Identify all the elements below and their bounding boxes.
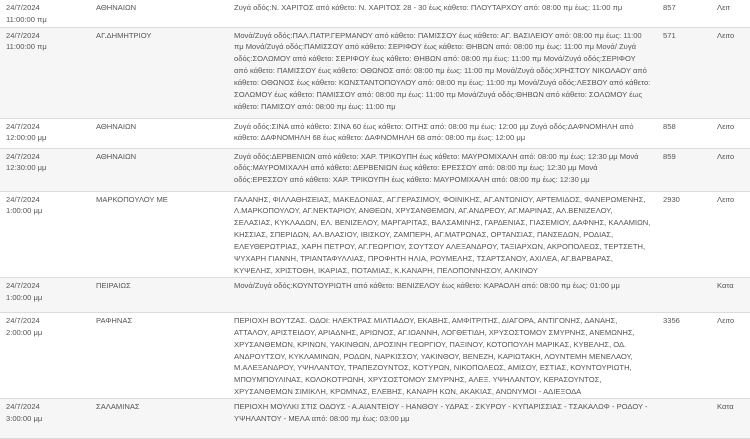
cell-outage-number [657,277,717,312]
cell-municipality: ΑΓ.ΔΗΜΗΤΡΙΟΥ [96,30,152,40]
cell-municipality: ΠΕΙΡΑΙΩΣ [96,280,131,290]
cell-datetime [0,0,90,27]
cell-outage-type: Λειτο [717,315,735,325]
cell-outage-number: 859 [663,151,676,161]
outage-date: 24/7/2024 [6,315,40,325]
cell-affected-streets: Μονά/Ζυγά οδός:ΚΟΥΝΤΟΥΡΙΩΤΗ από κάθετο: ΒΕΝΙΖΕΛΟΥ έως κάθετο: ΚΑΡΑΟΛΗ από: 08:00 πμ έως: 01:00 μμ [234,280,620,290]
cell-affected-streets: ΠΕΡΙΟΧΗ ΒΟΥΤΖΑΣ. ΟΔΟΙ: ΗΛΕΚΤΡΑΣ ΜΙΛΤΙΑΔΟΥ, ΕΚΑΒΗΣ, ΑΜΦΙΤΡΙΤΗΣ, ΔΙΑΓΟΡΑ, ΑΝΤΙΓΟΝΗΣ, ΔΑΝΑΗΣ, ΑΤΤΑΛΟΥ, ΑΡΙΣΤΕΙΔΟΥ, ΑΡΙΑΔΝΗΣ, ΑΡΙΩΝΟΣ, ΑΓ.ΙΩΑΝΝΗ, ΛΟΓΘΕΤΙΔΗ, ΧΡΥΣΟΣΤΟΜΟΥ ΣΜΥΡΝΗΣ, ΑΝΕΜΩΝΗΣ, ΧΡΥΣΑΝΘΕΜΩΝ, ΚΡΙΝΩΝ, ΥΑΚΙΝΘΩΝ, ΔΡΟΣΙΝΗ ΓΕΩΡΓΙΟΥ, ΠΑΞΙΝΟΥ, ΚΟΤΟΠΟΥΛΗ ΜΑΡΙΚΑΣ, ΚΥΒΕΛΗΣ, ΟΔ. ΑΝΔΡΟΥΤΣΟΥ, ΚΥΚΛΑΜΙΝΩΝ, ΡΟΔΩΝ, ΝΑΡΚΙΣΣΟΥ, ΥΑΚΙΝΘΟΥ, ΒΕΝΕΖΗ, ΚΑΡΙΩΤΑΚΗ, ΛΟΥΝΤΕΜΗ ΜΕΝΕΛΑΟΥ, Μ.ΑΛΕΞΑΝΔΡΟΥ, ΥΨΗΛΑΝΤΟΥ, ΤΡΑΠΕΖΟΥΝΤΟΣ, ΚΟΤΥΡΩΝ, ΝΙΚΟΠΟΛΕΩΣ, ΑΜΙΣΟΥ, ΕΣΤΙΑΣ, ΚΟΥΝΤΟΥΡΙΩΤΗ, ΜΠΟΥΜΠΟΥΛΙΝΑΣ, ΚΟΛΟΚΟΤΡΩΝΗ, ΧΡΥΣΟΣΤΟΜΟΥ ΣΜΥΡΝΗΣ, ΑΛΕΞ. ΥΨΗΛΑΝΤΟΥ, ΚΕΡΑΣΟΥΝΤΟΣ, ΧΡΥΣΑΝΘΕΜΩΝ ΣΙΜΙΚΛΗ, ΚΡΩΜΝΑΣ, ΕΛΕΒΗΣ, ΚΑΝΑΡΗ ΚΩΝ, ΑΚΑΚΙΑΣ, ΑΝΩΝΥΜΟΙ - ΑΔΙΕΞΟΔΑ [234,315,635,397]
cell-municipality: ΑΘΗΝΑΙΩΝ [96,121,137,131]
outage-date: 24/7/2024 [6,3,40,12]
cell-outage-number: 3356 [663,315,680,325]
cell-outage-number: 857 [663,3,676,12]
table-row [0,399,750,439]
cell-affected-streets: Ζυγά οδός:ΔΕΡΒΕΝΙΩΝ από κάθετο: ΧΑΡ. ΤΡΙΚΟΥΠΗ έως κάθετο: ΜΑΥΡΟΜΙΧΑΛΗ από: 08:00 πμ έως: 12:30 μμ Μονά οδός:ΜΑΥΡΟΜΙΧΑΛΗ από κάθετο: ΔΕΡΒΕΝΙΩΝ έως κάθετο: ΕΡΕΣΣΟΥ από: 08:00 πμ έως: 12:30 μμ Μονά οδός:ΕΡΕΣΣΟΥ από κάθετο: ΧΑΡ. ΤΡΙΚΟΥΠΗ έως κάθετο: ΜΑΥΡΟΜΙΧΑΛΗ από: 08:00 πμ έως: 12:30 μμ [234,151,639,185]
outage-date: 24/7/2024 [6,151,40,161]
table-row [0,312,750,398]
cell-outage-type: Λειτ [717,3,731,12]
cell-datetime [0,399,90,439]
outage-time: 11:00:00 πμ [6,42,47,52]
cell-outage-type: Λειτο [717,121,735,131]
table-row [0,191,750,277]
cell-municipality: ΜΑΡΚΟΠΟΥΛΟΥ ΜΕ [96,194,168,204]
table-row [0,118,750,148]
outage-date: 24/7/2024 [6,280,40,290]
outage-time: 1:00:00 μμ [6,292,43,302]
table-row [0,277,750,312]
outage-time: 12:30:00 μμ [6,163,47,173]
cell-municipality: ΑΘΗΝΑΙΩΝ [96,151,137,161]
cell-affected-streets: Ζυγά οδός:Ν. ΧΑΡΙΤΟΣ από κάθετο: Ν. ΧΑΡΙΤΟΣ 28 - 30 έως κάθετο: ΠΛΟΥΤΑΡΧΟΥ από: 08:00 πμ έως: 11:00 πμ [234,3,623,12]
outage-date: 24/7/2024 [6,121,40,131]
cell-outage-type: Κατα [717,402,734,412]
cell-outage-number [657,399,717,439]
cell-outage-number: 571 [663,30,676,40]
cell-outage-type: Λειτο [717,30,735,40]
cell-outage-type: Κατα [717,280,734,290]
outage-date: 24/7/2024 [6,194,40,204]
outage-time: 1:00:00 μμ [6,206,43,216]
cell-municipality: ΡΑΦΗΝΑΣ [96,315,133,325]
cell-outage-number: 858 [663,121,676,131]
cell-affected-streets: Μονά/Ζυγά οδός:ΠΑΛ.ΠΑΤΡ.ΓΕΡΜΑΝΟΥ από κάθετο: ΠΑΜΙΣΣΟΥ έως κάθετο: ΑΓ. ΒΑΣΙΛΕΙΟΥ από: 08:00 πμ έως: 11:00 πμ Μονά/Ζυγά οδός:ΠΑΜΙΣΣΟΥ από κάθετο: ΣΕΡΙΦΟΥ έως κάθετο: ΘΗΒΩΝ από: 08:00 πμ έως: 11:00 πμ Μονά/ Ζυγά οδός:ΣΟΛΩΜΟΥ από κάθετο: ΣΕΡΙΦΟΥ έως κάθετο: ΘΗΒΩΝ από: 08:00 πμ έως: 11:00 πμ Μονά/Ζυγά οδός:ΣΕΡΙΦΟΥ από κάθετο: ΠΑΜΙΣΣΟΥ έως κάθετο: ΟΘΩΝΟΣ από: 08:00 πμ έως: 11:00 πμ Μονά/Ζυγά οδός:ΧΡΗΣΤΟΥ ΝΙΚΟΛΑΟΥ από κάθετο: ΟΘΩΝΟΣ έως κάθετο: ΚΩΝΣΤΑΝΤΟΠΟΥΛΟΥ από: 08:00 πμ έως: 11:00 πμ Μονά/Ζυγά οδός:ΛΕΣΒΟΥ από κάθετο: ΣΟΛΩΜΟΥ έως κάθετο: ΠΑΜΙΣΣΟΥ από: 08:00 πμ έως: 11:00 πμ Μονά/Ζυγά οδός:ΘΗΒΩΝ από κάθετο: ΣΟΛΩΜΟΥ έως κάθετο: ΠΑΜΙΣΟΥ από: 08:00 πμ έως: 11:00 πμ [234,30,651,111]
cell-datetime [0,148,90,191]
cell-outage-type: Λειτο [717,194,735,204]
outage-date: 24/7/2024 [6,30,40,40]
table-row [0,0,750,27]
cell-outage-number: 2930 [663,194,680,204]
cell-datetime [0,191,90,277]
cell-outage-type: Λειτο [717,151,735,161]
cell-affected-streets: ΓΑΛΑΝΗΣ, ΦΙΛΛΑΘΗΣΕΙΑΣ, ΜΑΚΕΔΟΝΙΑΣ, ΑΓ.ΓΕΡΑΣΙΜΟΥ, ΦΟΙΝΙΚΗΣ, ΑΓ.ΑΝΤΩΝΙΟΥ, ΑΡΤΕΜΙΔΟΣ, ΦΑΝΕΡΩΜΕΝΗΣ, Λ.ΜΑΡΚΟΠΟΥΛΟΥ, ΑΓ.ΝΕΚΤΑΡΙΟΥ, ΑΝΘΕΩΝ, ΧΡΥΣΑΝΘΕΜΩΝ, ΑΓ.ΑΝΔΡΕΟΥ, ΑΓ.ΜΑΡΙΝΑΣ, ΑΛ.ΒΕΝΙΖΕΛΟΥ, ΣΕΛΑΣΙΑΣ, ΚΥΚΛΑΔΩΝ, ΕΛ. ΒΕΝΙΖΕΛΟΥ, ΜΑΡΓΑΡΙΤΑΣ, ΒΑΛΣΑΜΙΝΗΣ, ΓΑΡΔΕΝΙΑΣ, ΓΙΑΣΕΜΙΟΥ, ΔΑΦΝΗΣ, ΚΑΛΑΜΙΩΝ, ΚΗΣΣΙΑΣ, ΣΠΕΡΙΔΩΝ, ΑΛ.ΒΛΑΣΙΟΥ, ΙΒΙΣΚΟΥ, ΖΑΜΠΕΡΗ, ΑΓ.ΜΑΤΡΩΝΑΣ, ΟΡΤΑΝΣΙΑΣ, ΠΑΝΣΕΔΩΝ, ΡΟΔΙΑΣ, ΕΛΕΥΘΕΡΩΤΡΙΑΣ, ΧΑΡΗ ΠΕΤΡΟΥ, ΑΓ.ΓΕΩΡΓΙΟΥ, ΣΟΥΤΣΟΥ ΑΛΕΞΑΝΔΡΟΥ, ΤΑΞΙΑΡΧΩΝ, ΑΚΡΟΠΟΛΕΩΣ, ΤΕΡΤΣΕΤΗ, ΨΥΧΑΡΗ ΓΙΑΝΝΗ, ΤΡΙΑΝΤΑΦΥΛΛΙΑΣ, ΠΡΟΦΗΤΗ ΗΛΙΑ, ΡΟΥΜΕΛΗΣ, ΤΣΑΡΤΣΑΝΟΥ, ΑΧΙΛΕΑ, ΑΓ.ΒΑΡΒΑΡΑΣ, ΚΥΨΕΛΗΣ, ΧΡΙΣΤΟΘΗ, ΙΚΑΡΙΑΣ, ΠΟΤΑΜΙΑΣ, Κ.ΚΑΝΑΡΗ, ΠΕΛΟΠΟΝΝΗΣΟΥ, ΑΛΚΙΝΟΥ [234,194,651,275]
outage-time: 12:00:00 μμ [6,133,47,143]
outage-time: 11:00:00 πμ [6,14,47,24]
outage-time: 3:00:00 μμ [6,414,43,424]
outage-date: 24/7/2024 [6,402,40,412]
outage-time: 2:00:00 μμ [6,327,43,337]
cell-affected-streets: Ζυγά οδός:ΣΙΝΑ από κάθετο: ΣΙΝΑ 60 έως κάθετο: ΟΙΤΗΣ από: 08:00 πμ έως: 12:00 μμ Ζυγά οδός:ΔΑΦΝΟΜΗΛΗ από κάθετο: ΔΑΦΝΟΜΗΛΗ 68 έως κάθετο: ΔΑΦΝΟΜΗΛΗ 68 από: 08:00 πμ έως: 12:00 μμ [234,121,634,143]
cell-municipality: ΑΘΗΝΑΙΩΝ [96,3,137,12]
cell-datetime [0,27,90,118]
table-row [0,27,750,118]
cell-affected-streets: ΠΕΡΙΟΧΗ ΜΟΥΛΚΙ ΣΤΙΣ ΟΔΟΥΣ - Α.ΑΙΑΝΤΕΙΟΥ - ΗΑΝΘΟΥ - ΥΔΡΑΣ - ΣΚΥΡΟΥ - ΚΥΠΑΡΙΣΣΙΑΣ - ΤΣΑΚΑΛΩΦ - ΡΟΔΟΥ - ΥΨΗΛΑΝΤΟΥ - ΜΕΛΑ από: 08:00 πμ έως: 03:00 μμ [234,402,648,424]
table-row [0,148,750,191]
cell-datetime [0,277,90,312]
cell-datetime [0,118,90,148]
cell-datetime [0,312,90,398]
cell-municipality: ΣΑΛΑΜΙΝΑΣ [96,402,140,412]
